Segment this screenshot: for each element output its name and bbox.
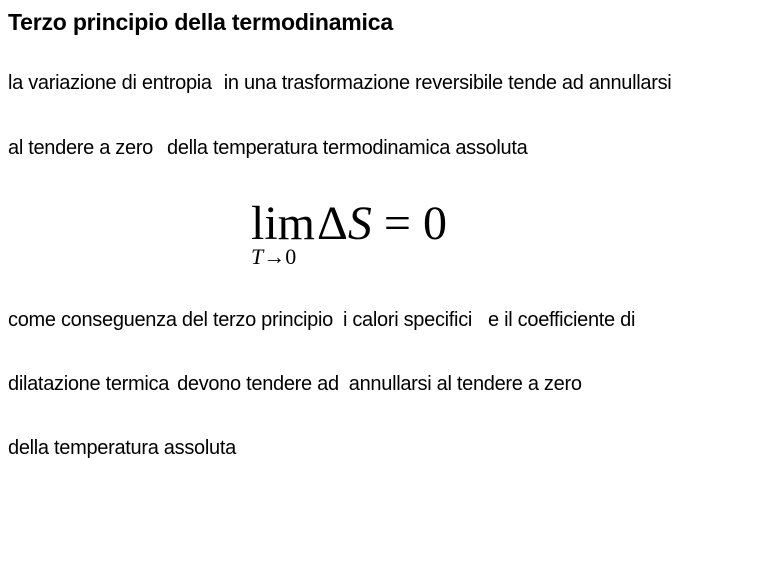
formula-delta: Δ [317,197,348,250]
text-line-3 [8,309,635,332]
limit-formula [251,196,461,276]
formula-rhs: 0 [422,197,447,250]
text-fragment: della temperatura termodinamica assoluta [167,137,528,159]
slide-title: Terzo principio della termodinamica [8,9,393,35]
text-fragment: al tendere a zero [8,137,153,159]
formula-limit-subscript [251,244,296,270]
text-line-5 [8,437,236,460]
text-line-2 [8,137,527,160]
text-line-1 [8,72,671,95]
formula-equals: = [371,197,423,250]
formula-sub-arrow: → [263,244,286,269]
text-fragment: in una trasformazione reversibile tende ad annullarsi [223,72,672,94]
formula-expression [317,196,447,252]
text-fragment: i calori specifici [342,309,473,331]
formula-sub-value: 0 [285,244,297,269]
text-fragment: e il coefficiente di [488,309,636,331]
text-fragment: dilatazione termica [8,373,170,395]
formula-variable: S [347,197,372,250]
text-fragment: annullarsi al tendere a zero [348,373,582,395]
text-line-4 [8,373,582,396]
text-fragment: come conseguenza del terzo principio [8,309,333,331]
formula-lim: lim [251,197,316,250]
formula-sub-variable: T [251,244,264,269]
text-fragment: la variazione di entropia [8,72,212,94]
text-fragment: devono tendere ad [177,373,339,395]
text-fragment: della temperatura assoluta [8,437,236,459]
